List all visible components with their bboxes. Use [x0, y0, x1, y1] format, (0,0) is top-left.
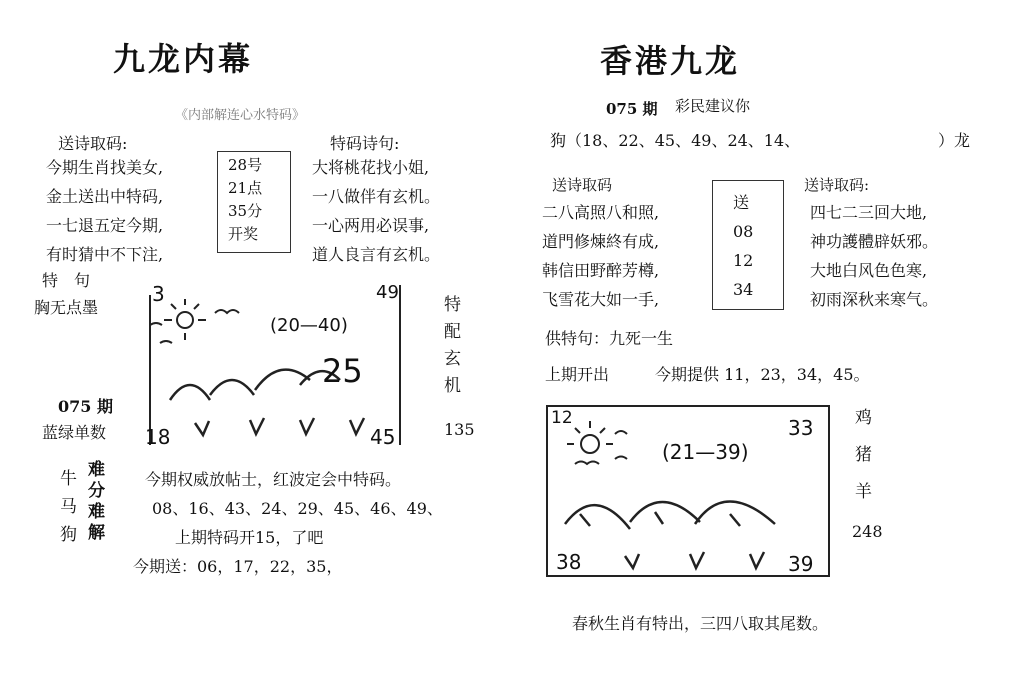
draw-time-line: 21点 [228, 179, 263, 197]
left-special-poem-line: 道人良言有玄机。 [312, 245, 441, 264]
draw-time-line: 28号 [228, 156, 263, 174]
right-side-char: 鸡 [855, 408, 872, 428]
zodiac-item: 马 [60, 497, 77, 517]
left-period-label: 075 期 [58, 397, 113, 416]
right-poem-right-line: 神功護體辟妖邪。 [810, 232, 939, 251]
right-period-label: 075 期 [606, 100, 658, 118]
left-special-poem-header: 特码诗句: [330, 134, 400, 153]
right-last-line-label: 上期开出 [545, 365, 610, 384]
left-special-poem-line: 一八做伴有玄机。 [312, 187, 441, 206]
left-side-number: 135 [444, 420, 475, 439]
right-sketch-frame [547, 406, 829, 576]
right-special-line: 供特句：九死一生 [545, 329, 674, 348]
right-poem-right-line: 四七二三回大地, [810, 203, 928, 222]
right-corner-tr: 33 [788, 416, 814, 440]
cloud-icon [150, 310, 239, 343]
right-corner-tl: 12 [551, 408, 573, 428]
hard-text-vertical [88, 460, 105, 544]
left-special-poem-lines [312, 153, 440, 269]
left-side-char: 特 [444, 295, 461, 315]
sun-icon [567, 421, 613, 453]
left-poem-header: 送诗取码: [58, 134, 128, 153]
left-poem-line: 金土送出中特码, [46, 187, 164, 206]
right-poem-line: 飞雪花大如一手, [542, 290, 660, 309]
right-poem-right-line: 初雨深秋来寒气。 [810, 290, 939, 309]
left-side-vertical [444, 292, 461, 400]
left-line-3: 上期特码开15，了吧 [175, 528, 324, 547]
hard-char: 难 [88, 502, 105, 522]
right-title: 香港九龙 [600, 42, 741, 80]
left-special-poem-line: 大将桃花找小姐, [312, 158, 430, 177]
right-box-line: 34 [733, 280, 754, 299]
left-poem-line: 一七退五定今期, [46, 216, 164, 235]
left-line-1: 今期权威放帖士，红波定会中特码。 [145, 470, 402, 489]
right-box-line: 12 [733, 251, 754, 270]
draw-time-line: 开奖 [228, 225, 259, 243]
right-poem-right-header: 送诗取码: [804, 176, 870, 194]
right-provide-line: 今期提供 11，23，34，45。 [655, 365, 870, 384]
right-poem-header: 送诗取码 [552, 176, 613, 194]
zodiac-item: 狗 [60, 525, 77, 545]
left-special-poem-line: 一心两用必误事, [312, 216, 430, 235]
right-corner-br: 39 [788, 552, 814, 576]
hard-char: 分 [88, 481, 105, 501]
right-side-char: 猪 [855, 445, 872, 465]
mountain-icon [565, 502, 775, 530]
left-poem-lines [46, 153, 163, 269]
left-corner-tl: 3 [152, 282, 165, 306]
right-box-line: 送 [733, 193, 750, 212]
grass-icon [195, 418, 364, 435]
left-corner-bl: 18 [145, 425, 171, 449]
right-poem-line: 二八高照八和照, [542, 203, 660, 222]
sun-icon [164, 299, 206, 340]
left-special-label: 特 句 [42, 271, 91, 290]
right-poem-line: 道門修煉終有成, [542, 232, 660, 251]
left-title: 九龙内幕 [113, 40, 254, 78]
grass-icon [625, 552, 764, 568]
right-poem-right-line: 大地白风色色寒, [810, 261, 928, 280]
left-poem-line: 有时猜中不下注, [46, 245, 164, 264]
left-mid-number: 25 [322, 352, 363, 390]
left-side-char: 玄 [444, 349, 461, 369]
hard-char: 解 [88, 523, 105, 543]
left-side-char: 机 [444, 376, 461, 396]
right-poem-lines [542, 198, 659, 314]
right-side-vertical [855, 400, 872, 511]
left-corner-tr: 49 [376, 282, 399, 303]
left-subtitle: 《内部解连心水特码》 [175, 108, 306, 123]
right-box-lines [733, 188, 753, 304]
left-poem-line: 今期生肖找美女, [46, 158, 164, 177]
right-poem-right-lines [810, 198, 938, 314]
left-special-text: 胸无点墨 [34, 298, 99, 317]
mountain-icon [170, 370, 340, 400]
left-line-2: 08、16、43、24、29、45、46、49、 [152, 499, 443, 518]
right-dog-line: 狗（18、22、45、49、24、14、 [550, 131, 801, 150]
left-corner-br: 45 [370, 425, 396, 449]
zodiac-item: 牛 [60, 469, 77, 489]
right-side-number: 248 [852, 522, 883, 541]
right-period-note: 彩民建议你 [675, 97, 751, 115]
left-period-sub: 蓝绿单数 [42, 423, 107, 442]
right-range-text: (21—39) [662, 440, 749, 464]
left-line-4: 今期送：06，17，22，35， [133, 557, 343, 576]
left-range-text: (20—40) [270, 315, 348, 336]
draw-time-lines [228, 154, 262, 246]
left-zodiac-list [60, 465, 77, 549]
draw-time-line: 35分 [228, 202, 263, 220]
right-poem-line: 韩信田野醉芳樽, [542, 261, 660, 280]
right-box-line: 08 [733, 222, 754, 241]
right-corner-bl: 38 [556, 550, 582, 574]
right-bottom-line: 春秋生肖有特出，三四八取其尾数。 [572, 614, 829, 633]
right-dog-end: ）龙 [938, 131, 971, 150]
hard-char: 难 [88, 460, 105, 480]
right-side-char: 羊 [855, 482, 872, 502]
left-side-char: 配 [444, 322, 461, 342]
